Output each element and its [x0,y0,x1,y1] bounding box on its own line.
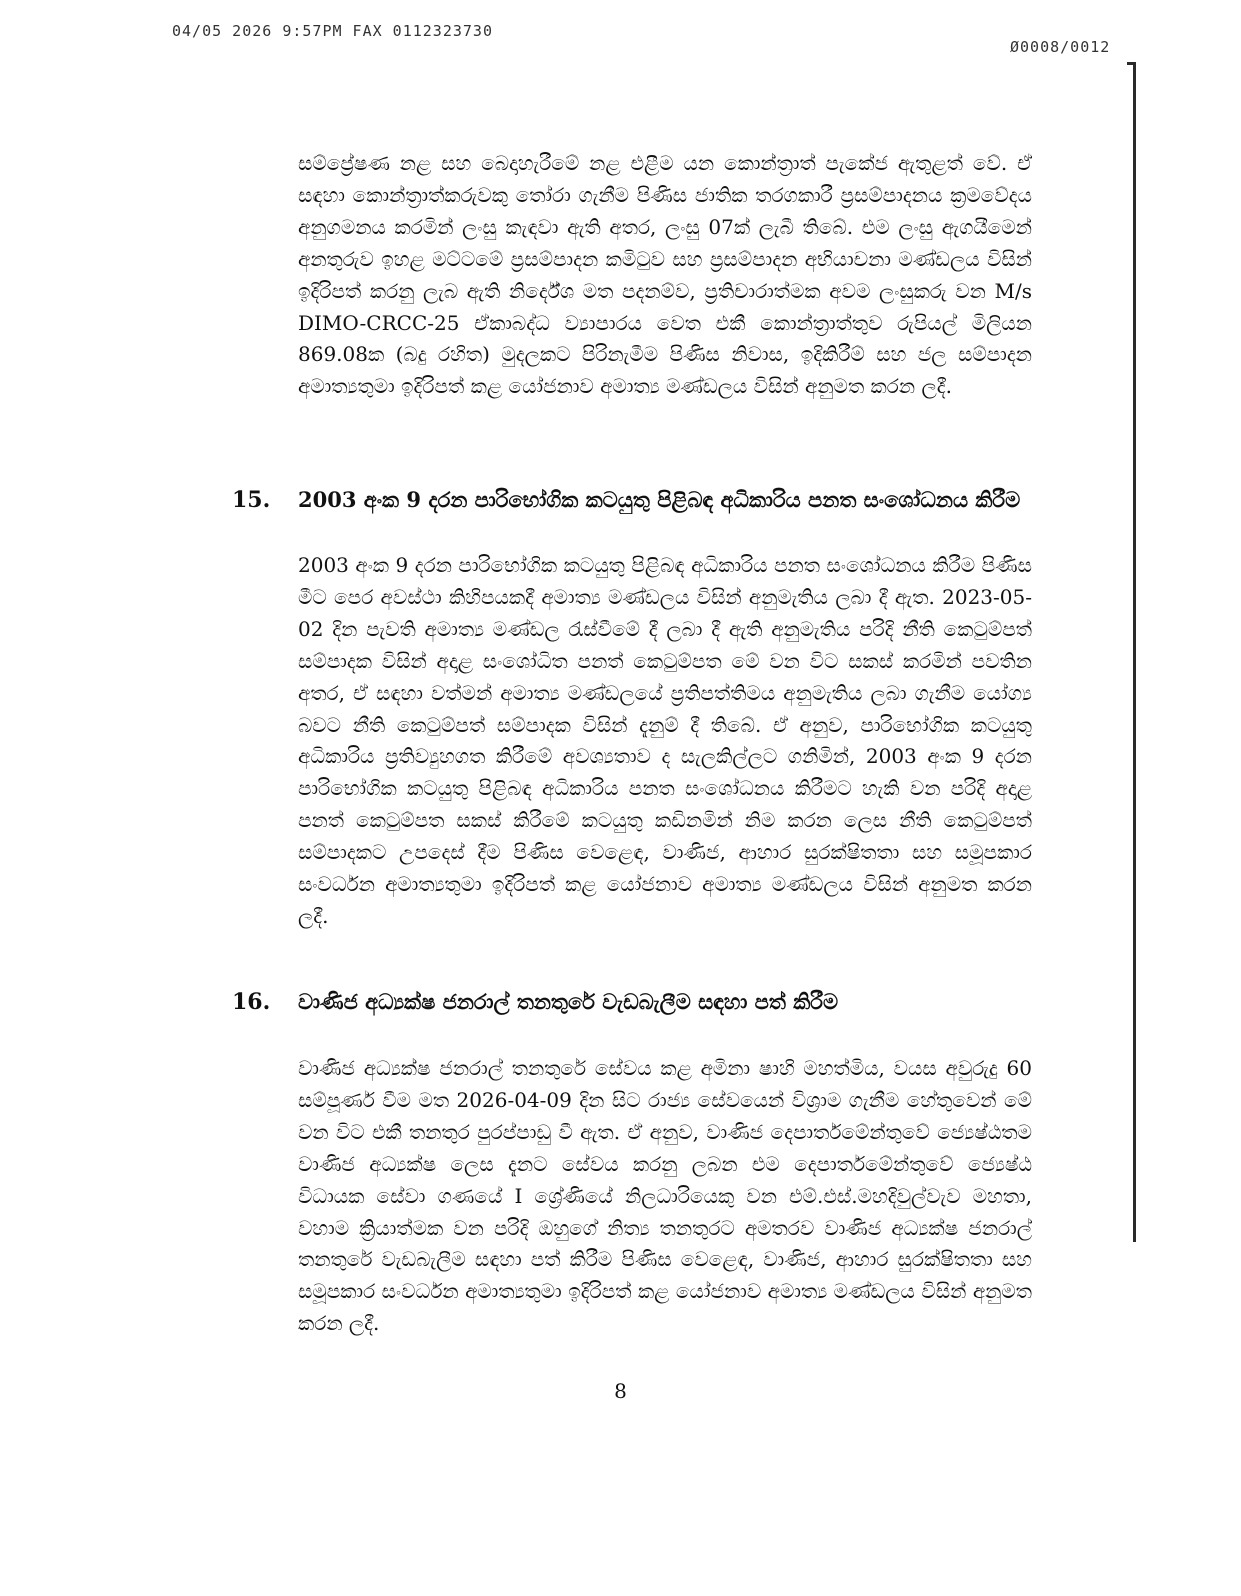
section-title-15: 2003 අංක 9 දරන පාරිභෝගික කටයුතු පිළිබඳ අධිකාරිය පනත සංශෝධනය කිරීම [298,487,1021,512]
fax-header-page-count: Ø0008/0012 [1010,38,1111,56]
section-number-15: 15. [232,487,271,513]
paragraph-section-15: 2003 අංක 9 දරන පාරිභෝගික කටයුතු පිළිබඳ අධිකාරිය පනත සංශෝධනය කිරීම පිණිස මීට පෙර අවස්ථා කිහිපයකදී අමාත්‍ය මණ්ඩලය විසින් අනුමැතිය ලබා දී ඇත. 2023-05-02 දින පැවති අමාත්‍ය මණ්ඩල රැස්වීමේ දී ලබා දී ඇති අනුමැතිය පරිදි නීති කෙටුම්පත් සම්පාදක විසින් අදාළ සංශෝධිත පනත් කෙටුම්පත මේ වන විට සකස් කරමින් පවතින අතර, ඒ සඳහා වත්මන් අමාත්‍ය මණ්ඩලයේ ප්‍රතිපත්තිමය අනුමැතිය ලබා ගැනීම යෝග්‍ය බවට නීති කෙටුම්පත් සම්පාදක විසින් දැනුම් දී තිබේ. ඒ අනුව, පාරිභෝගික කටයුතු අධිකාරිය ප්‍රතිව්‍යුහගත කිරීමේ අවශ්‍යතාව ද සැලකිල්ලට ගනිමින්, 2003 අංක 9 දරන පාරිභෝගික කටයුතු පිළිබඳ අධිකාරිය පනත සංශෝධනය කිරීමට හැකි වන පරිදි අදාළ පනත් කෙටුම්පත සකස් කිරීමේ කටයුතු කඩිනමින් නිම කරන ලෙස නීති කෙටුම්පත් සම්පාදකට උපදෙස් දීම පිණිස වෙළෙඳ, වාණිජ, ආහාර සුරක්ෂිතතා සහ සමූපකාර සංවර්ධන අමාත්‍යතුමා ඉදිරිපත් කළ යෝජනාව අමාත්‍ය මණ්ඩලය විසින් අනුමත කරන ලදී. [298,553,1032,928]
scan-edge-mark [1133,62,1136,1242]
page-number: 8 [614,1379,627,1403]
paragraph-continuation: සම්ප්‍රේෂණ නළ සහ බෙදාහැරීමේ නළ එළීම යන කොන්ත්‍රාත් පැකේජ ඇතුළත් වේ. ඒ සඳහා කොන්ත්‍රාත්කරුවකු තෝරා ගැනීම පිණිස ජාතික තරගකාරී ප්‍රසම්පාදනය ක්‍රමවේදය අනුගමනය කරමින් ලංසු කැඳවා ඇති අතර, ලංසු 07ක් ලැබී තිබේ. එම ලංසු ඇගයීමෙන් අනතුරුව ඉහළ මට්ටමේ ප්‍රසම්පාදන කමිටුව සහ ප්‍රසම්පාදන අභියාචනා මණ්ඩලය විසින් ඉදිරිපත් කරනු ලැබ ඇති නිර්දේශ මත පදනම්ව, ප්‍රතිචාරාත්මක අවම ලංසුකරු වන M/s DIMO-CRCC-25 ඒකාබද්ධ ව්‍යාපාරය වෙත එකී කොන්ත්‍රාත්තුව රුපියල් මිලියන 869.08ක (බදු රහිත) මුදලකට පිරිනැමීම පිණිස නිවාස, ඉදිකිරීම් සහ ජල සම්පාදන අමාත්‍යතුමා ඉදිරිපත් කළ යෝජනාව අමාත්‍ය මණ්ඩලය විසින් අනුමත කරන ලදී. [298,151,1032,399]
paragraph-section-16: වාණිජ අධ්‍යක්ෂ ජනරාල් තනතුරේ සේවය කළ අමිනා ෂාහි මහත්මිය, වයස අවුරුදු 60 සම්පූර්ණ වීම මත 2026-04-09 දින සිට රාජ්‍ය සේවයෙන් විශ්‍රාම ගැනීම හේතුවෙන් මේ වන විට එකී තනතුර පුරප්පාඩු වී ඇත. ඒ අනුව, වාණිජ දෙපාර්තමේන්තුවේ ජ්‍යෙෂ්ඨතම වාණිජ අධ්‍යක්ෂ ලෙස දැනට සේවය කරනු ලබන එම දෙපාර්තමේන්තුවේ ජ්‍යෙෂ්ඨ විධායක සේවා ගණයේ I ශ්‍රේණියේ නිලධාරියෙකු වන එම්.එස්.මහදිවුල්වැව මහතා, වහාම ක්‍රියාත්මක වන පරිදි ඔහුගේ නිත්‍ය තනතුරට අමතරව වාණිජ අධ්‍යක්ෂ ජනරාල් තනතුරේ වැඩබැලීම සඳහා පත් කිරීම පිණිස වෙළෙඳ, වාණිජ, ආහාර සුරක්ෂිතතා සහ සමූපකාර සංවර්ධන අමාත්‍යතුමා ඉදිරිපත් කළ යෝජනාව අමාත්‍ය මණ්ඩලය විසින් අනුමත කරන ලදී. [298,1056,1032,1336]
section-number-16: 16. [232,989,271,1015]
fax-header-left: 04/05 2026 9:57PM FAX 0112323730 [172,22,493,40]
section-title-16: වාණිජ අධ්‍යක්ෂ ජනරාල් තනතුරේ වැඩබැලීම සඳහා පත් කිරීම [298,989,839,1014]
